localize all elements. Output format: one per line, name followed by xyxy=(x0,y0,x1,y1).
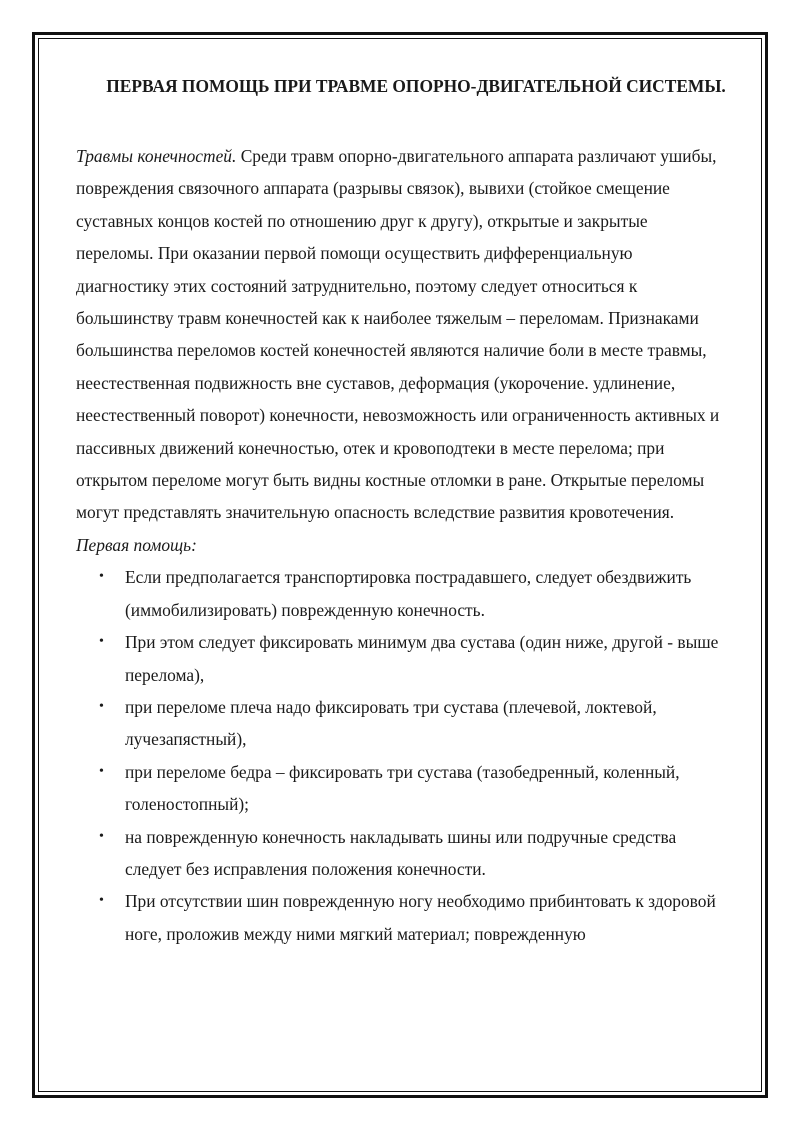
bullet-icon: • xyxy=(99,893,104,909)
list-item xyxy=(76,885,726,950)
bullet-icon: • xyxy=(99,828,104,844)
list-item xyxy=(76,561,726,626)
list-item xyxy=(76,691,726,756)
bullet-icon: • xyxy=(99,569,104,585)
bullet-icon: • xyxy=(99,634,104,650)
list-item-text: при переломе плеча надо фиксировать три сустава (плечевой, локтевой, лучезапястный), xyxy=(125,696,657,750)
list-item-text: на поврежденную конечность накладывать шины или подручные средства следует без исправления положения конечности. xyxy=(125,826,677,879)
list-item-text: Если предполагается транспортировка пострадавшего, следует обездвижить (иммобилизировать) поврежденную конечность. xyxy=(125,567,692,620)
list-item xyxy=(76,626,726,691)
list-item-text: При отсутствии шин поврежденную ногу необходимо прибинтовать к здоровой ноге, проложив между ними мягкий материал; поврежденную xyxy=(125,891,716,944)
document-body xyxy=(76,70,726,950)
intro-text: Среди травм опорно-двигательного аппарата различают ушибы, повреждения связочного аппарата (разрывы связок), вывихи (стойкое смещение суставных концов костей по отношению друг к другу), открытые и закрытые переломы. При оказании первой помощи осуществить дифференциальную диагностику этих состояний затруднительно, поэтому следует относиться к большинству травм конечностей как к наиболее тяжелым – переломам. Признаками большинства переломов костей конечностей являются наличие боли в месте травмы, неестественная подвижность вне суставов, деформация (укорочение. удлинение, неестественный поворот) конечности, невозможность или ограниченность активных и пассивных движений конечностью, отек и кровоподтеки в месте перелома; при открытом переломе могут быть видны костные отломки в ране. Открытые переломы могут представлять значительную опасность вследствие развития кровотечения. xyxy=(76,146,720,523)
list-item-text: При этом следует фиксировать минимум два сустава (один ниже, другой - выше перелома), xyxy=(125,632,719,685)
list-item xyxy=(76,756,726,821)
list-item xyxy=(76,821,726,886)
bullet-icon: • xyxy=(99,763,104,779)
first-aid-list xyxy=(76,561,726,950)
list-item-text: при переломе бедра – фиксировать три сустава (тазобедренный, коленный, голеностопный); xyxy=(125,761,680,815)
bullet-icon: • xyxy=(99,698,104,714)
intro-paragraph xyxy=(76,140,726,529)
document-title: ПЕРВАЯ ПОМОЩЬ ПРИ ТРАВМЕ ОПОРНО-ДВИГАТЕЛЬНОЙ СИСТЕМЫ. xyxy=(106,76,726,96)
intro-italic-lead: Травмы конечностей. xyxy=(76,146,237,166)
first-aid-heading: Первая помощь: xyxy=(76,534,197,555)
